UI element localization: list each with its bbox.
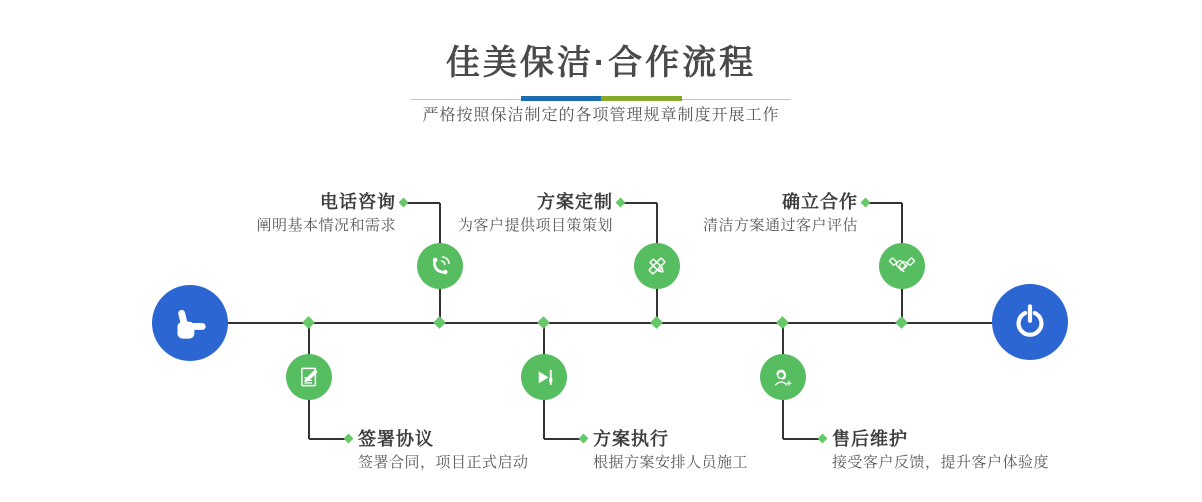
divider-accent-green	[601, 96, 682, 101]
step-node-design	[634, 243, 680, 289]
step-node-aftersales	[760, 354, 806, 400]
contract-pen-icon	[294, 362, 324, 392]
divider-accent-blue	[521, 96, 601, 101]
step-label-cooperate	[558, 190, 858, 237]
step-description: 为客户提供项目策策划	[457, 217, 613, 234]
step-title: 确立合作	[782, 192, 858, 212]
handshake-icon	[887, 251, 917, 281]
page-subtitle: 严格按照保洁制定的各项管理规章制度开展工作	[422, 107, 780, 124]
start-node	[152, 285, 228, 361]
step-description: 阐明基本情况和需求	[256, 217, 396, 234]
junction-diamond	[650, 316, 663, 329]
step-description: 清洁方案通过客户评估	[702, 217, 858, 234]
customer-service-icon	[768, 362, 798, 392]
junction-diamond	[776, 316, 789, 329]
step-title: 方案定制	[537, 192, 613, 212]
power-icon	[1006, 298, 1054, 346]
hand-point-right-icon	[165, 298, 215, 348]
step-title: 电话咨询	[320, 192, 396, 212]
step-node-phone	[417, 243, 463, 289]
label-diamond	[861, 198, 871, 208]
play-execute-icon	[529, 362, 559, 392]
design-tools-icon	[642, 251, 672, 281]
step-title: 签署协议	[358, 429, 434, 449]
step-label-aftersales	[832, 427, 1132, 474]
phone-icon	[425, 251, 455, 281]
page-title: 佳美保洁·合作流程	[445, 44, 757, 82]
step-title: 售后维护	[832, 429, 908, 449]
end-node	[992, 284, 1068, 360]
junction-diamond	[537, 316, 550, 329]
junction-diamond	[302, 316, 315, 329]
step-description: 签署合同，项目正式启动	[358, 454, 529, 471]
junction-diamond	[895, 316, 908, 329]
step-description: 接受客户反馈，提升客户体验度	[832, 454, 1050, 471]
step-title: 方案执行	[593, 429, 669, 449]
step-node-handshake	[879, 243, 925, 289]
step-description: 根据方案安排人员施工	[593, 454, 749, 471]
step-node-contract	[286, 354, 332, 400]
junction-diamond	[433, 316, 446, 329]
label-diamond	[344, 434, 354, 444]
step-node-execute	[521, 354, 567, 400]
connector-line	[868, 202, 902, 204]
